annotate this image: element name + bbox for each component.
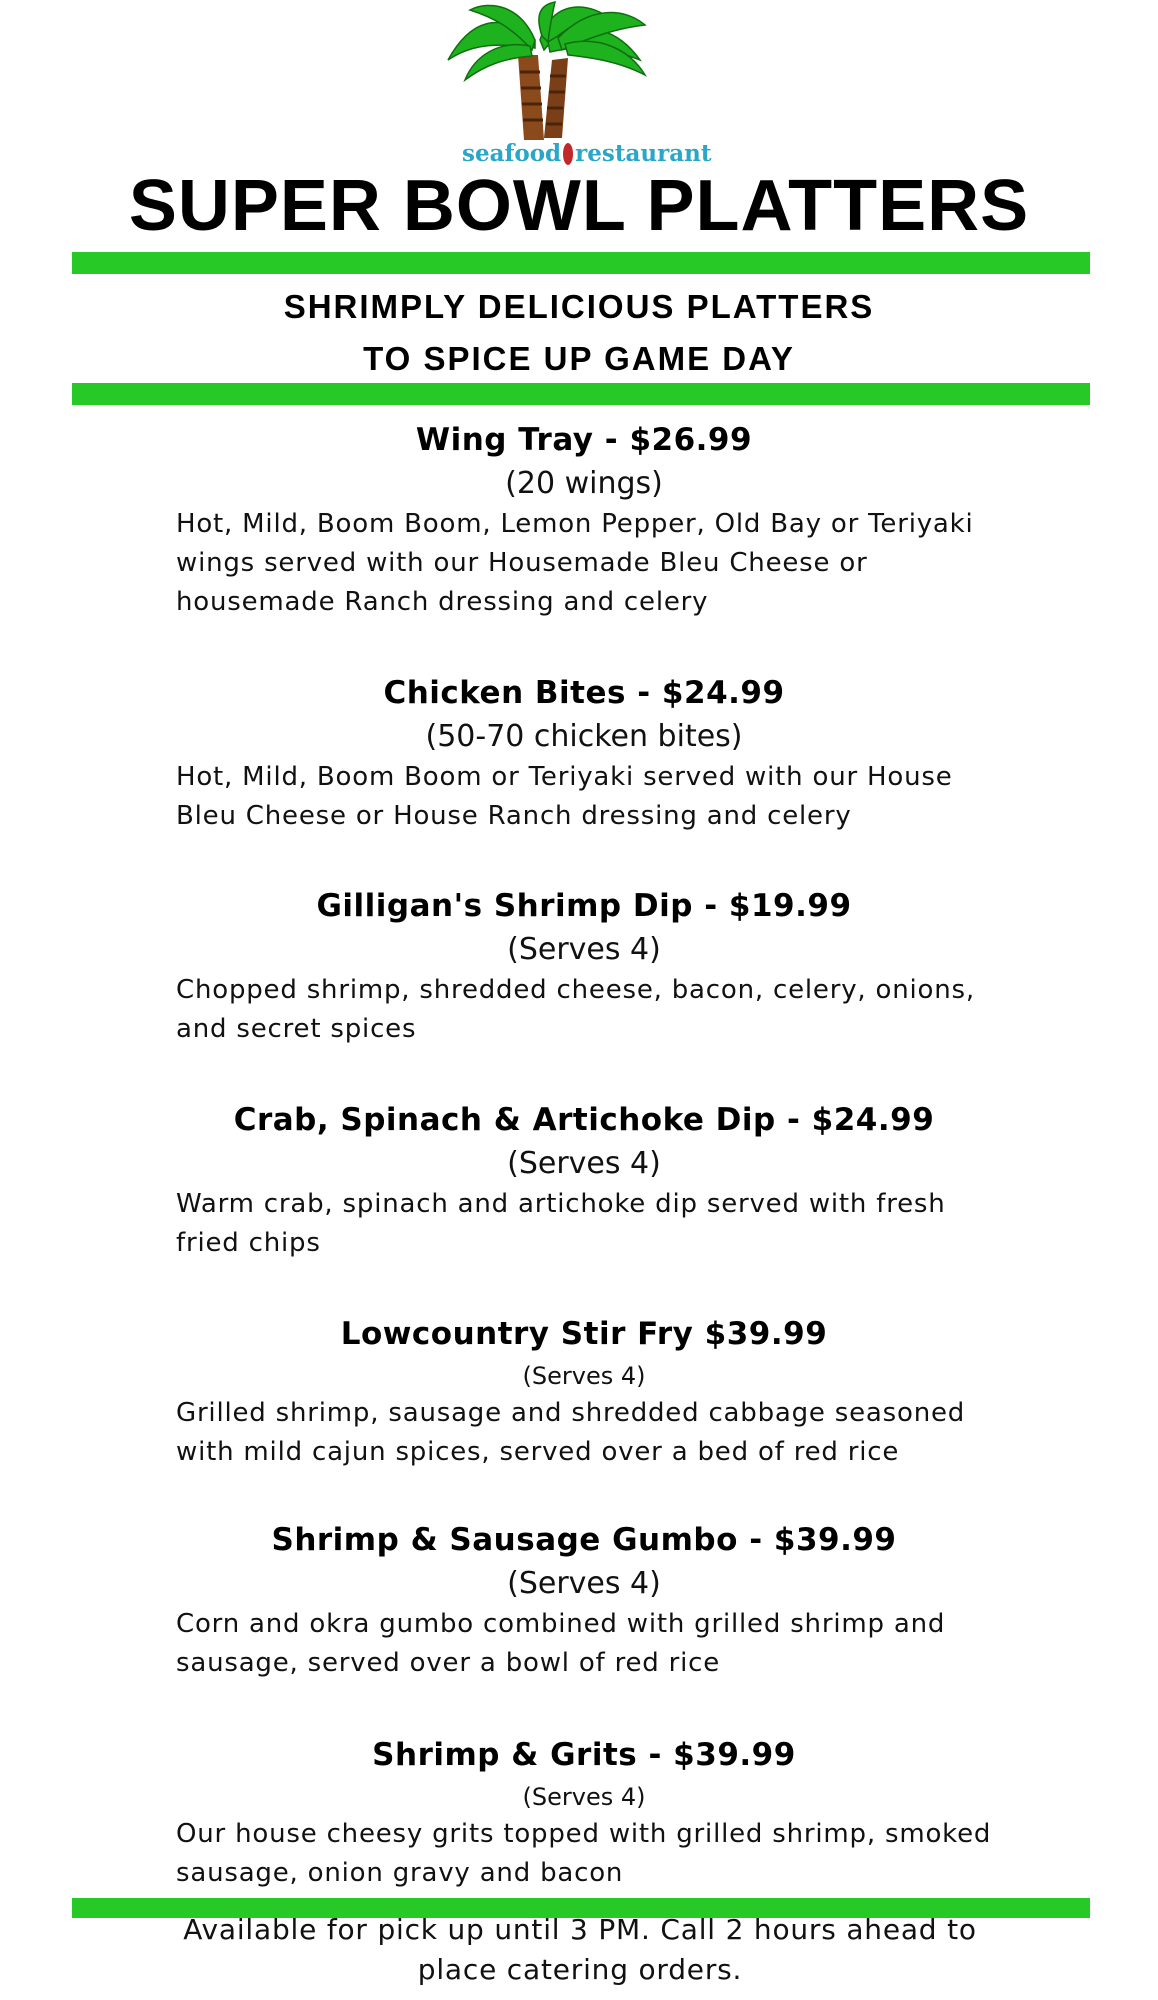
menu-item-chicken-bites (0, 675, 1158, 836)
description-line: Corn and okra gumbo combined with grilled shrimp and (176, 1609, 946, 1639)
logo-wordmark (462, 140, 712, 167)
item-serves: (20 wings) (505, 466, 663, 501)
item-serves: (Serves 4) (507, 932, 661, 967)
item-name: Wing Tray - $26.99 (415, 422, 753, 458)
item-description (176, 758, 1006, 836)
item-description (176, 971, 1006, 1049)
item-description (176, 505, 1006, 622)
item-name: Crab, Spinach & Artichoke Dip - $24.99 (233, 1102, 935, 1138)
item-serves: (Serves 4) (522, 1783, 646, 1811)
item-name: Gilligan's Shrimp Dip - $19.99 (316, 888, 852, 924)
description-line: Warm crab, spinach and artichoke dip served with fresh (176, 1189, 946, 1219)
item-name: Chicken Bites - $24.99 (383, 675, 785, 711)
menu-item-shrimp-dip (0, 888, 1158, 1049)
description-line: Hot, Mild, Boom Boom, Lemon Pepper, Old Bay or Teriyaki (176, 509, 974, 539)
item-description (176, 1605, 1006, 1683)
item-name: Lowcountry Stir Fry $39.99 (340, 1316, 828, 1352)
subtitle-line-1: SHRIMPLY DELICIOUS PLATTERS (283, 288, 875, 325)
item-serves: (Serves 4) (507, 1566, 661, 1601)
life-ring-icon (563, 143, 573, 165)
description-line: with mild cajun spices, served over a bed of red rice (176, 1437, 900, 1467)
item-name: Shrimp & Grits - $39.99 (372, 1737, 796, 1773)
item-serves: (50-70 chicken bites) (425, 719, 743, 754)
green-divider-top (72, 252, 1090, 274)
subtitle-line-2: TO SPICE UP GAME DAY (363, 340, 795, 377)
item-serves: (Serves 4) (522, 1362, 646, 1390)
menu-item-wing-tray (0, 422, 1158, 622)
description-line: fried chips (176, 1228, 321, 1258)
menu-item-stir-fry (0, 1316, 1158, 1472)
footer-line-2: place catering orders. (417, 1953, 743, 1986)
description-line: Our house cheesy grits topped with grilled shrimp, smoked (176, 1819, 992, 1849)
item-description (176, 1815, 1006, 1893)
logo-text-restaurant: restaurant (575, 140, 712, 167)
description-line: sausage, served over a bowl of red rice (176, 1648, 721, 1678)
item-description (176, 1394, 1006, 1472)
page-title: SUPER BOWL PLATTERS (128, 166, 1030, 246)
description-line: and secret spices (176, 1014, 417, 1044)
description-line: Bleu Cheese or House Ranch dressing and celery (176, 801, 852, 831)
item-serves: (Serves 4) (507, 1146, 661, 1181)
description-line: sausage, onion gravy and bacon (176, 1858, 624, 1888)
description-line: housemade Ranch dressing and celery (176, 587, 709, 617)
item-description (176, 1185, 1006, 1263)
footer-note (150, 1910, 1010, 1990)
description-line: Hot, Mild, Boom Boom or Teriyaki served with our House (176, 762, 953, 792)
description-line: Chopped shrimp, shredded cheese, bacon, celery, onions, (176, 975, 975, 1005)
menu-item-crab-dip (0, 1102, 1158, 1263)
item-name: Shrimp & Sausage Gumbo - $39.99 (271, 1522, 897, 1558)
description-line: wings served with our Housemade Bleu Cheese or (176, 548, 868, 578)
logo-text-seafood: seafood (462, 140, 562, 167)
footer-line-1: Available for pick up until 3 PM. Call 2 hours ahead to (183, 1913, 977, 1946)
restaurant-logo (440, 0, 720, 175)
menu-item-gumbo (0, 1522, 1158, 1683)
green-divider-middle (72, 383, 1090, 405)
description-line: Grilled shrimp, sausage and shredded cabbage seasoned (176, 1398, 966, 1428)
palm-tree-icon (440, 0, 720, 145)
menu-item-shrimp-grits (0, 1737, 1158, 1893)
